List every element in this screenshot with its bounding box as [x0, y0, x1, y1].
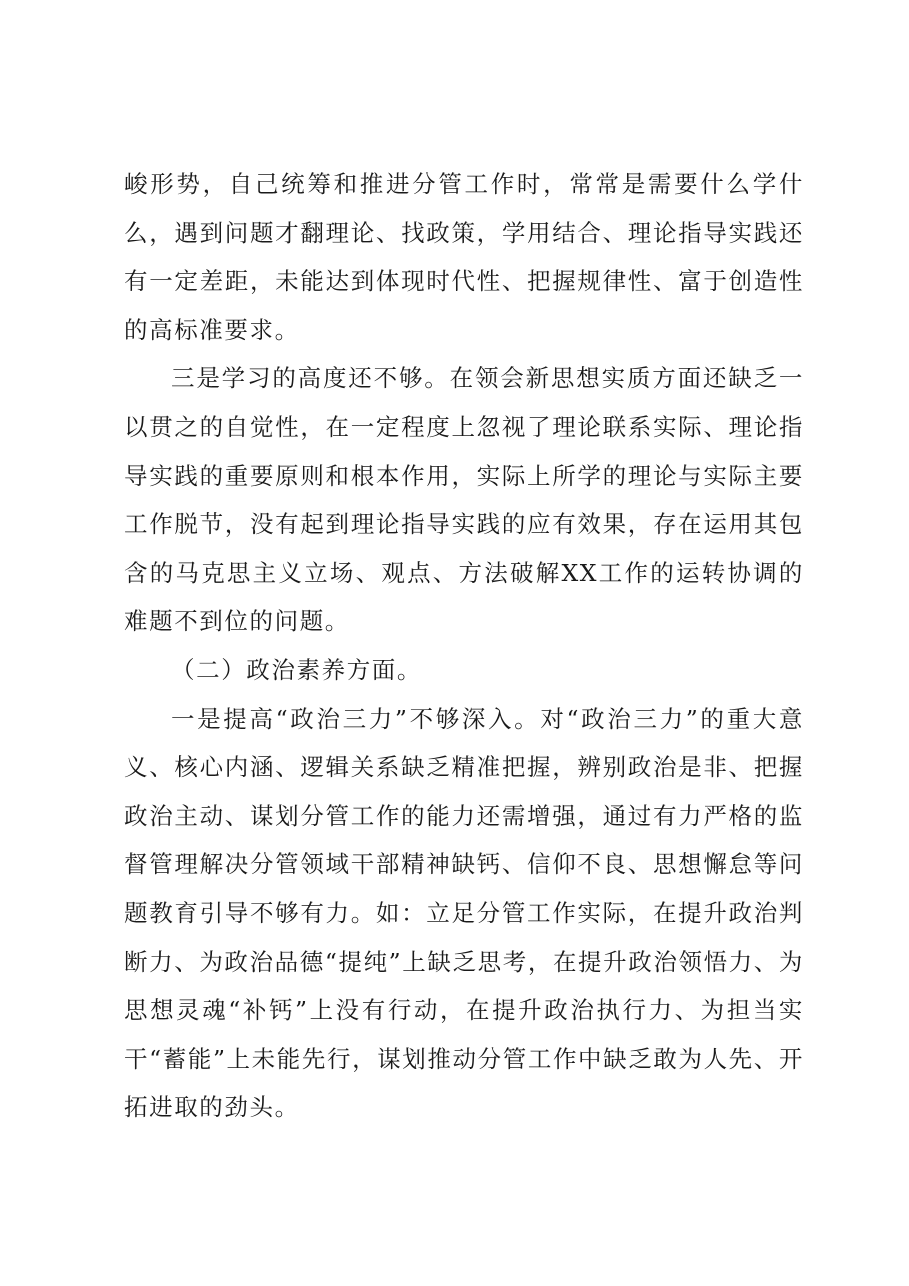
section-heading-political-literacy: （二）政治素养方面。: [171, 655, 422, 684]
paragraph-political-three-abilities: 一是提高“政治三力”不够深入。对“政治三力”的重大意义、核心内涵、逻辑关系缺乏精准把握，辨别政治是非、把握政治主动、谋划分管工作的能力还需增强，通过有力严格的监督管理解决分管领域干部精神缺钙、信仰不良、思想懈怠等问题教育引导不够有力。如：立足分管工作实际，在提升政治判断力、为政治品德“提纯”上缺乏思考，在提升政治领悟力、为思想灵魂“补钙”上没有行动，在提升政治执行力、为担当实干“蓄能”上未能先行，谋划推动分管工作中缺乏敢为人先、开拓进取的劲头。: [124, 704, 804, 1122]
document-body: [124, 160, 804, 1132]
paragraph-study-height: 三是学习的高度还不够。在领会新思想实质方面还缺乏一以贯之的自觉性，在一定程度上忽视了理论联系实际、理论指导实践的重要原则和根本作用，实际上所学的理论与实际主要工作脱节，没有起到理论指导实践的应有效果，存在运用其包含的马克思主义立场、观点、方法破解XX工作的运转协调的难题不到位的问题。: [124, 364, 804, 636]
paragraph-continuation: 峻形势，自己统筹和推进分管工作时，常常是需要什么学什么，遇到问题才翻理论、找政策，学用结合、理论指导实践还有一定差距，未能达到体现时代性、把握规律性、富于创造性的高标准要求。: [124, 170, 804, 344]
